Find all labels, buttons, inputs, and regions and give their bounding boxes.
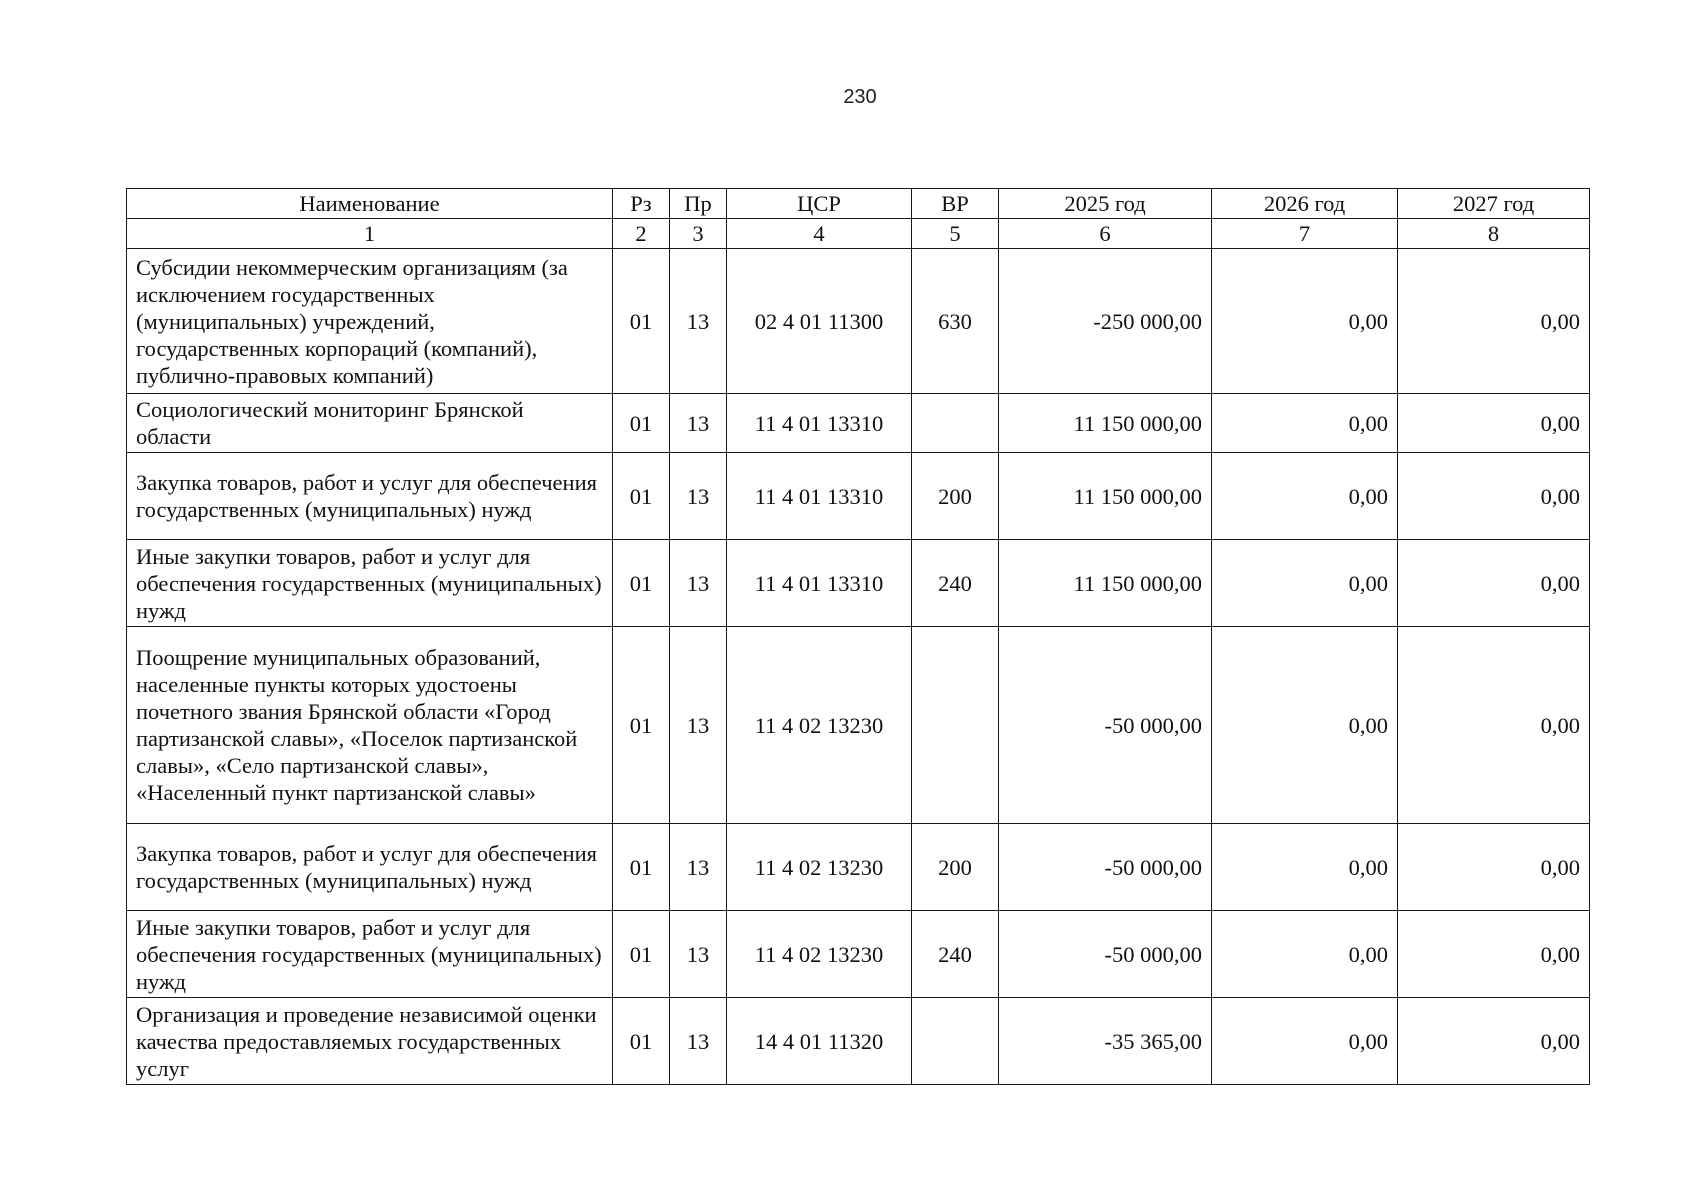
row-2025: -50 000,00 [999, 824, 1212, 911]
header-rz: Рз [613, 189, 670, 219]
row-pr: 13 [670, 998, 727, 1085]
row-name: Закупка товаров, работ и услуг для обеспечения государственных (муниципальных) нужд [127, 824, 613, 911]
row-pr: 13 [670, 249, 727, 394]
row-2027: 0,00 [1398, 394, 1590, 453]
row-2025: -250 000,00 [999, 249, 1212, 394]
row-vr: 200 [912, 453, 999, 540]
header-2027: 2027 год [1398, 189, 1590, 219]
row-pr: 13 [670, 394, 727, 453]
row-2026: 0,00 [1212, 394, 1398, 453]
header-csr: ЦСР [727, 189, 912, 219]
row-2026: 0,00 [1212, 453, 1398, 540]
row-name: Организация и проведение независимой оценки качества предоставляемых государственных услуг [127, 998, 613, 1085]
row-csr: 11 4 02 13230 [727, 911, 912, 998]
column-number: 7 [1212, 219, 1398, 249]
column-number: 4 [727, 219, 912, 249]
table-row [127, 453, 1590, 540]
row-pr: 13 [670, 540, 727, 627]
row-2027: 0,00 [1398, 824, 1590, 911]
row-name: Иные закупки товаров, работ и услуг для обеспечения государственных (муниципальных) нужд [127, 911, 613, 998]
row-vr [912, 998, 999, 1085]
row-csr: 14 4 01 11320 [727, 998, 912, 1085]
row-csr: 11 4 02 13230 [727, 824, 912, 911]
header-vr: ВР [912, 189, 999, 219]
row-2025: -50 000,00 [999, 911, 1212, 998]
row-name: Социологический мониторинг Брянской области [127, 394, 613, 453]
row-rz: 01 [613, 824, 670, 911]
column-number: 8 [1398, 219, 1590, 249]
column-number: 1 [127, 219, 613, 249]
row-2027: 0,00 [1398, 627, 1590, 824]
row-name: Закупка товаров, работ и услуг для обеспечения государственных (муниципальных) нужд [127, 453, 613, 540]
header-row [127, 189, 1590, 219]
row-2026: 0,00 [1212, 824, 1398, 911]
row-vr [912, 394, 999, 453]
table-row [127, 911, 1590, 998]
row-vr: 240 [912, 911, 999, 998]
column-number: 2 [613, 219, 670, 249]
row-pr: 13 [670, 627, 727, 824]
table-row [127, 627, 1590, 824]
table-row [127, 540, 1590, 627]
row-rz: 01 [613, 394, 670, 453]
row-vr: 240 [912, 540, 999, 627]
table-row [127, 249, 1590, 394]
row-2027: 0,00 [1398, 911, 1590, 998]
table-row [127, 998, 1590, 1085]
column-number: 5 [912, 219, 999, 249]
page-number: 230 [843, 86, 877, 108]
row-rz: 01 [613, 540, 670, 627]
column-number: 3 [670, 219, 727, 249]
row-2026: 0,00 [1212, 911, 1398, 998]
header-2026: 2026 год [1212, 189, 1398, 219]
row-rz: 01 [613, 998, 670, 1085]
row-2026: 0,00 [1212, 540, 1398, 627]
header-pr: Пр [670, 189, 727, 219]
row-rz: 01 [613, 249, 670, 394]
row-vr [912, 627, 999, 824]
row-name: Иные закупки товаров, работ и услуг для обеспечения государственных (муниципальных) нужд [127, 540, 613, 627]
row-csr: 11 4 01 13310 [727, 540, 912, 627]
column-number: 6 [999, 219, 1212, 249]
row-2025: -50 000,00 [999, 627, 1212, 824]
budget-table [126, 188, 1590, 1085]
row-name: Поощрение муниципальных образований, населенные пункты которых удостоены почетного звания Брянской области «Город партизанской славы», «Поселок партизанской славы», «Село партизанской славы», «Населенный пункт партизанской славы» [127, 627, 613, 824]
row-2025: 11 150 000,00 [999, 453, 1212, 540]
row-2026: 0,00 [1212, 998, 1398, 1085]
row-2027: 0,00 [1398, 453, 1590, 540]
row-2025: -35 365,00 [999, 998, 1212, 1085]
row-rz: 01 [613, 911, 670, 998]
row-2026: 0,00 [1212, 249, 1398, 394]
row-2026: 0,00 [1212, 627, 1398, 824]
row-2027: 0,00 [1398, 540, 1590, 627]
row-csr: 11 4 02 13230 [727, 627, 912, 824]
row-csr: 11 4 01 13310 [727, 394, 912, 453]
row-vr: 200 [912, 824, 999, 911]
table-row [127, 394, 1590, 453]
row-pr: 13 [670, 824, 727, 911]
header-name: Наименование [127, 189, 613, 219]
row-2025: 11 150 000,00 [999, 540, 1212, 627]
row-csr: 11 4 01 13310 [727, 453, 912, 540]
row-2027: 0,00 [1398, 998, 1590, 1085]
column-number-row [127, 219, 1590, 249]
row-rz: 01 [613, 453, 670, 540]
row-csr: 02 4 01 11300 [727, 249, 912, 394]
row-2027: 0,00 [1398, 249, 1590, 394]
row-rz: 01 [613, 627, 670, 824]
row-name: Субсидии некоммерческим организациям (за исключением государственных (муниципальных) учреждений, государственных корпораций (компаний), публично-правовых компаний) [127, 249, 613, 394]
row-2025: 11 150 000,00 [999, 394, 1212, 453]
table-row [127, 824, 1590, 911]
row-vr: 630 [912, 249, 999, 394]
row-pr: 13 [670, 453, 727, 540]
header-2025: 2025 год [999, 189, 1212, 219]
row-pr: 13 [670, 911, 727, 998]
